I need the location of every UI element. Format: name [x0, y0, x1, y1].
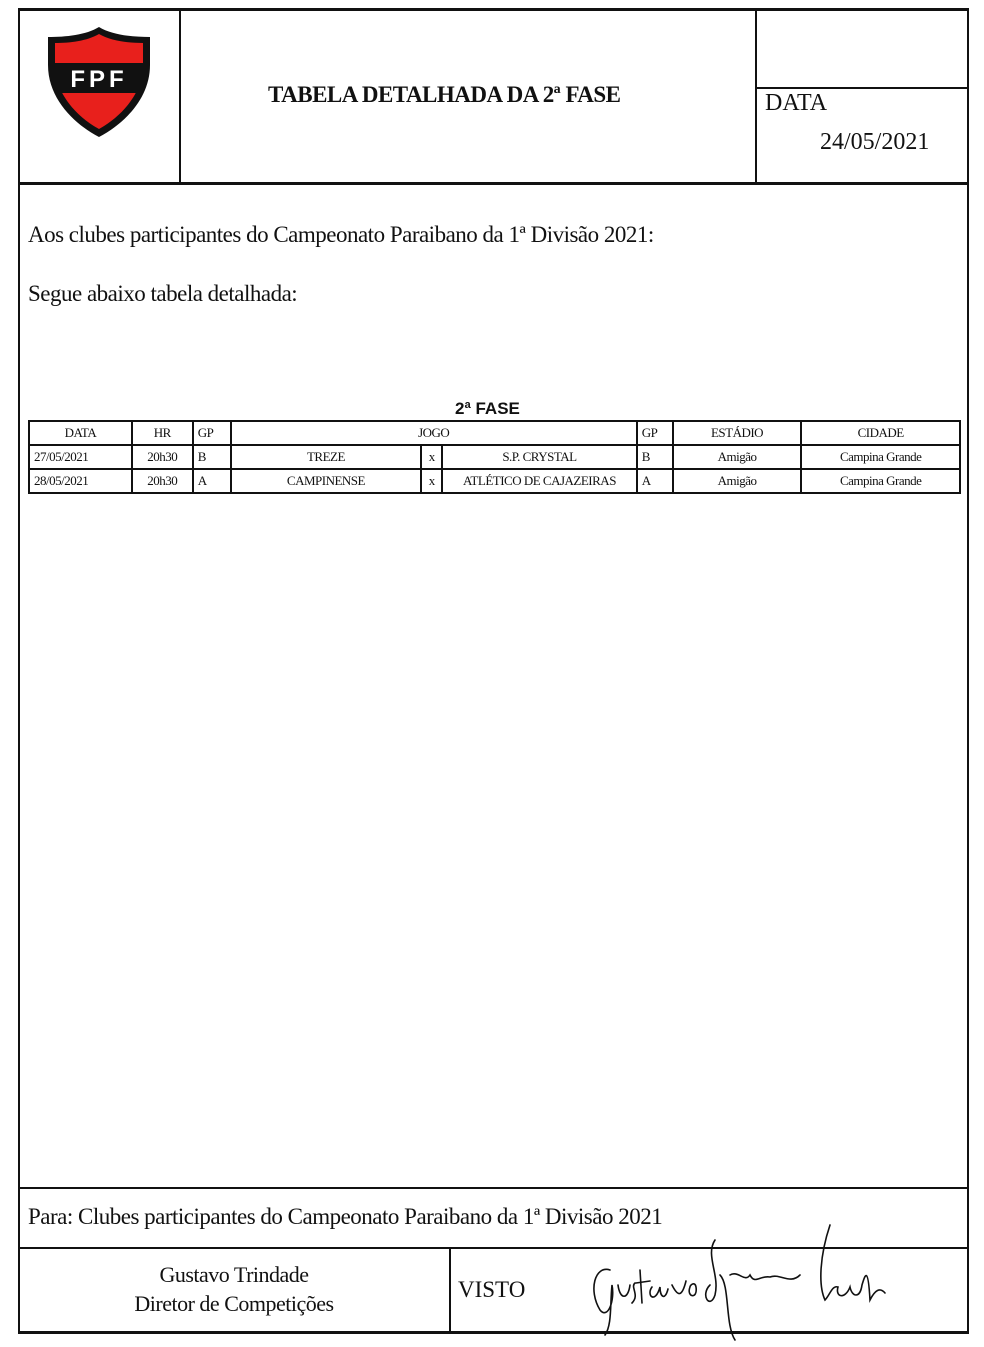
- footer-vertical-divider: [449, 1247, 451, 1333]
- border-left: [18, 8, 20, 1334]
- cell-gp-away: A: [637, 469, 673, 493]
- signature-icon: [580, 1215, 900, 1345]
- svg-text:FPF: FPF: [70, 66, 128, 93]
- header-jogo: JOGO: [231, 421, 637, 445]
- border-right: [967, 8, 969, 1334]
- header-gp-home: GP: [193, 421, 231, 445]
- cell-cidade: Campina Grande: [801, 445, 960, 469]
- date-value: 24/05/2021: [820, 129, 930, 155]
- visto-label: VISTO: [458, 1277, 526, 1302]
- table-caption: 2ª FASE: [455, 399, 520, 418]
- subintro-text: Segue abaixo tabela detalhada:: [28, 281, 298, 306]
- date-box-divider: [755, 87, 969, 89]
- logo-divider: [179, 8, 181, 184]
- fpf-logo-icon: [46, 25, 152, 139]
- intro-text: Aos clubes participantes do Campeonato Paraibano da 1ª Divisão 2021:: [28, 222, 654, 247]
- table-row: [29, 445, 960, 469]
- cell-vs: x: [421, 445, 442, 469]
- document-title: TABELA DETALHADA DA 2ª FASE: [268, 82, 621, 107]
- cell-estadio: Amigão: [673, 445, 802, 469]
- header-gp-away: GP: [637, 421, 673, 445]
- recipients-text: Para: Clubes participantes do Campeonato Paraibano da 1ª Divisão 2021: [28, 1204, 663, 1229]
- header-estadio: ESTÁDIO: [673, 421, 802, 445]
- cell-hr: 20h30: [132, 445, 193, 469]
- date-label: DATA: [765, 90, 828, 116]
- cell-data: 28/05/2021: [29, 469, 132, 493]
- schedule-table: [28, 420, 961, 494]
- cell-data: 27/05/2021: [29, 445, 132, 469]
- cell-away-team: ATLÉTICO DE CAJAZEIRAS: [442, 469, 637, 493]
- cell-home-team: TREZE: [231, 445, 422, 469]
- cell-away-team: S.P. CRYSTAL: [442, 445, 637, 469]
- header-data: DATA: [29, 421, 132, 445]
- director-name: Gustavo Trindade: [159, 1262, 309, 1287]
- cell-hr: 20h30: [132, 469, 193, 493]
- footer-divider-1: [18, 1187, 969, 1189]
- header-cidade: CIDADE: [801, 421, 960, 445]
- director-role: Diretor de Competições: [134, 1291, 334, 1316]
- header-hr: HR: [132, 421, 193, 445]
- cell-home-team: CAMPINENSE: [231, 469, 422, 493]
- date-divider: [755, 8, 757, 184]
- cell-cidade: Campina Grande: [801, 469, 960, 493]
- table-header-row: [29, 421, 960, 445]
- cell-estadio: Amigão: [673, 469, 802, 493]
- cell-vs: x: [421, 469, 442, 493]
- table-row: [29, 469, 960, 493]
- header-divider: [18, 182, 969, 185]
- cell-gp-away: B: [637, 445, 673, 469]
- cell-gp-home: B: [193, 445, 231, 469]
- border-top: [18, 8, 969, 11]
- cell-gp-home: A: [193, 469, 231, 493]
